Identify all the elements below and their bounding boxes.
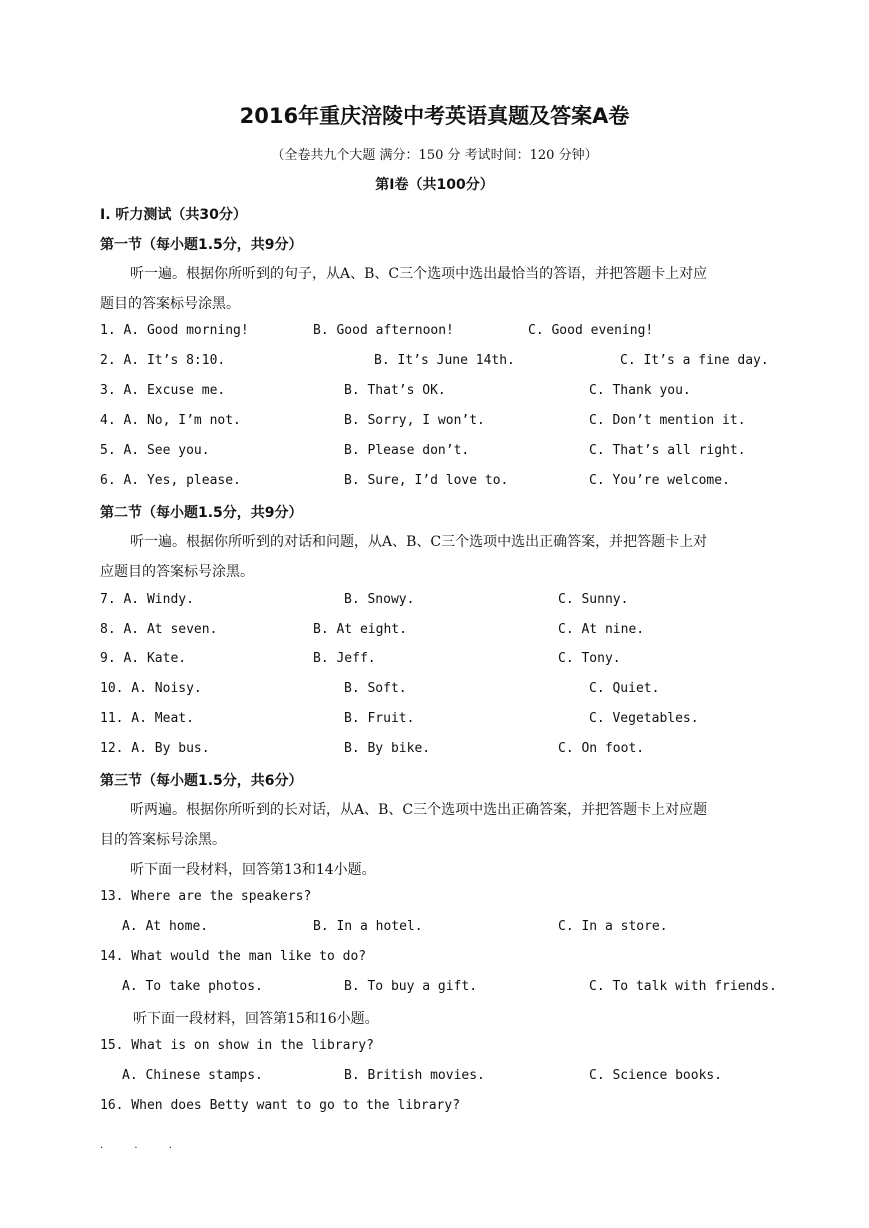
question-4-a: 4. A. No, I’m not. — [100, 413, 241, 428]
question-10-c: C. Quiet. — [589, 681, 660, 696]
question-1-c: C. Good evening! — [528, 323, 654, 338]
question-9-b: B. Jeff. — [313, 651, 376, 666]
question-11-b: B. Fruit. — [344, 711, 415, 726]
question-15: 15. What is on show in the library? — [100, 1038, 374, 1053]
question-10-a: 10. A. Noisy. — [100, 681, 202, 696]
material-note-1: 听下面一段材料，回答第13和14小题。 — [130, 862, 376, 878]
section1-heading: 第一节（每小题1.5分，共9分） — [100, 237, 303, 253]
question-13: 13. Where are the speakers? — [100, 889, 312, 904]
question-11-c: C. Vegetables. — [589, 711, 699, 726]
question-9-a: 9. A. Kate. — [100, 651, 187, 666]
question-14-c: C. To talk with friends. — [589, 979, 777, 994]
section2-instruction: 听一遍。根据你所听到的对话和问题，从A、B、C三个选项中选出正确答案，并把答题卡上对 — [130, 534, 708, 550]
section3-instruction: 听两遍。根据你所听到的长对话，从A、B、C三个选项中选出正确答案，并把答题卡上对应题 — [130, 802, 708, 818]
question-7-a: 7. A. Windy. — [100, 592, 194, 607]
section3-instruction-cont: 目的答案标号涂黑。 — [100, 832, 226, 848]
question-9-c: C. Tony. — [558, 651, 621, 666]
question-3-a: 3. A. Excuse me. — [100, 383, 226, 398]
section2-heading: 第二节（每小题1.5分，共9分） — [100, 505, 303, 521]
question-14: 14. What would the man like to do? — [100, 949, 367, 964]
question-2-c: C. It’s a fine day. — [620, 353, 769, 368]
section1-instruction-cont: 题目的答案标号涂黑。 — [100, 296, 240, 312]
question-3-c: C. Thank you. — [589, 383, 691, 398]
question-12-b: B. By bike. — [344, 741, 431, 756]
question-2-a: 2. A. It’s 8:10. — [100, 353, 226, 368]
question-15-c: C. Science books. — [589, 1068, 723, 1083]
exam-info: （全卷共九个大题 满分：150 分 考试时间：120 分钟） — [271, 148, 598, 163]
question-3-b: B. That’s OK. — [344, 383, 446, 398]
question-6-c: C. You’re welcome. — [589, 473, 730, 488]
question-13-c: C. In a store. — [558, 919, 668, 934]
question-1-a: 1. A. Good morning! — [100, 323, 249, 338]
material-note-2: 听下面一段材料，回答第15和16小题。 — [133, 1011, 379, 1027]
question-8-b: B. At eight. — [313, 622, 407, 637]
question-4-b: B. Sorry, I won’t. — [344, 413, 485, 428]
question-6-b: B. Sure, I’d love to. — [344, 473, 509, 488]
question-7-b: B. Snowy. — [344, 592, 415, 607]
question-5-b: B. Please don’t. — [344, 443, 470, 458]
question-1-b: B. Good afternoon! — [313, 323, 454, 338]
question-12-a: 12. A. By bus. — [100, 741, 210, 756]
question-2-b: B. It’s June 14th. — [374, 353, 515, 368]
question-15-b: B. British movies. — [344, 1068, 485, 1083]
volume-heading: 第Ⅰ卷（共100分） — [375, 177, 494, 193]
section3-heading: 第三节（每小题1.5分，共6分） — [100, 773, 303, 789]
question-16: 16. When does Betty want to go to the library? — [100, 1098, 461, 1113]
section2-instruction-cont: 应题目的答案标号涂黑。 — [100, 564, 254, 580]
question-5-a: 5. A. See you. — [100, 443, 210, 458]
question-15-a: A. Chinese stamps. — [122, 1068, 263, 1083]
question-10-b: B. Soft. — [344, 681, 407, 696]
part-heading: I. 听力测试（共30分） — [100, 207, 247, 223]
question-13-a: A. At home. — [122, 919, 209, 934]
question-8-c: C. At nine. — [558, 622, 645, 637]
question-7-c: C. Sunny. — [558, 592, 629, 607]
question-6-a: 6. A. Yes, please. — [100, 473, 241, 488]
question-11-a: 11. A. Meat. — [100, 711, 194, 726]
question-8-a: 8. A. At seven. — [100, 622, 218, 637]
footer-dots: . . . — [100, 1140, 186, 1151]
question-14-b: B. To buy a gift. — [344, 979, 478, 994]
page-title: 2016年重庆涪陵中考英语真题及答案A卷 — [239, 104, 630, 128]
question-14-a: A. To take photos. — [122, 979, 263, 994]
question-12-c: C. On foot. — [558, 741, 645, 756]
question-5-c: C. That’s all right. — [589, 443, 746, 458]
question-13-b: B. In a hotel. — [313, 919, 423, 934]
section1-instruction: 听一遍。根据你所听到的句子，从A、B、C三个选项中选出最恰当的答语，并把答题卡上对应 — [130, 266, 708, 282]
question-4-c: C. Don’t mention it. — [589, 413, 746, 428]
